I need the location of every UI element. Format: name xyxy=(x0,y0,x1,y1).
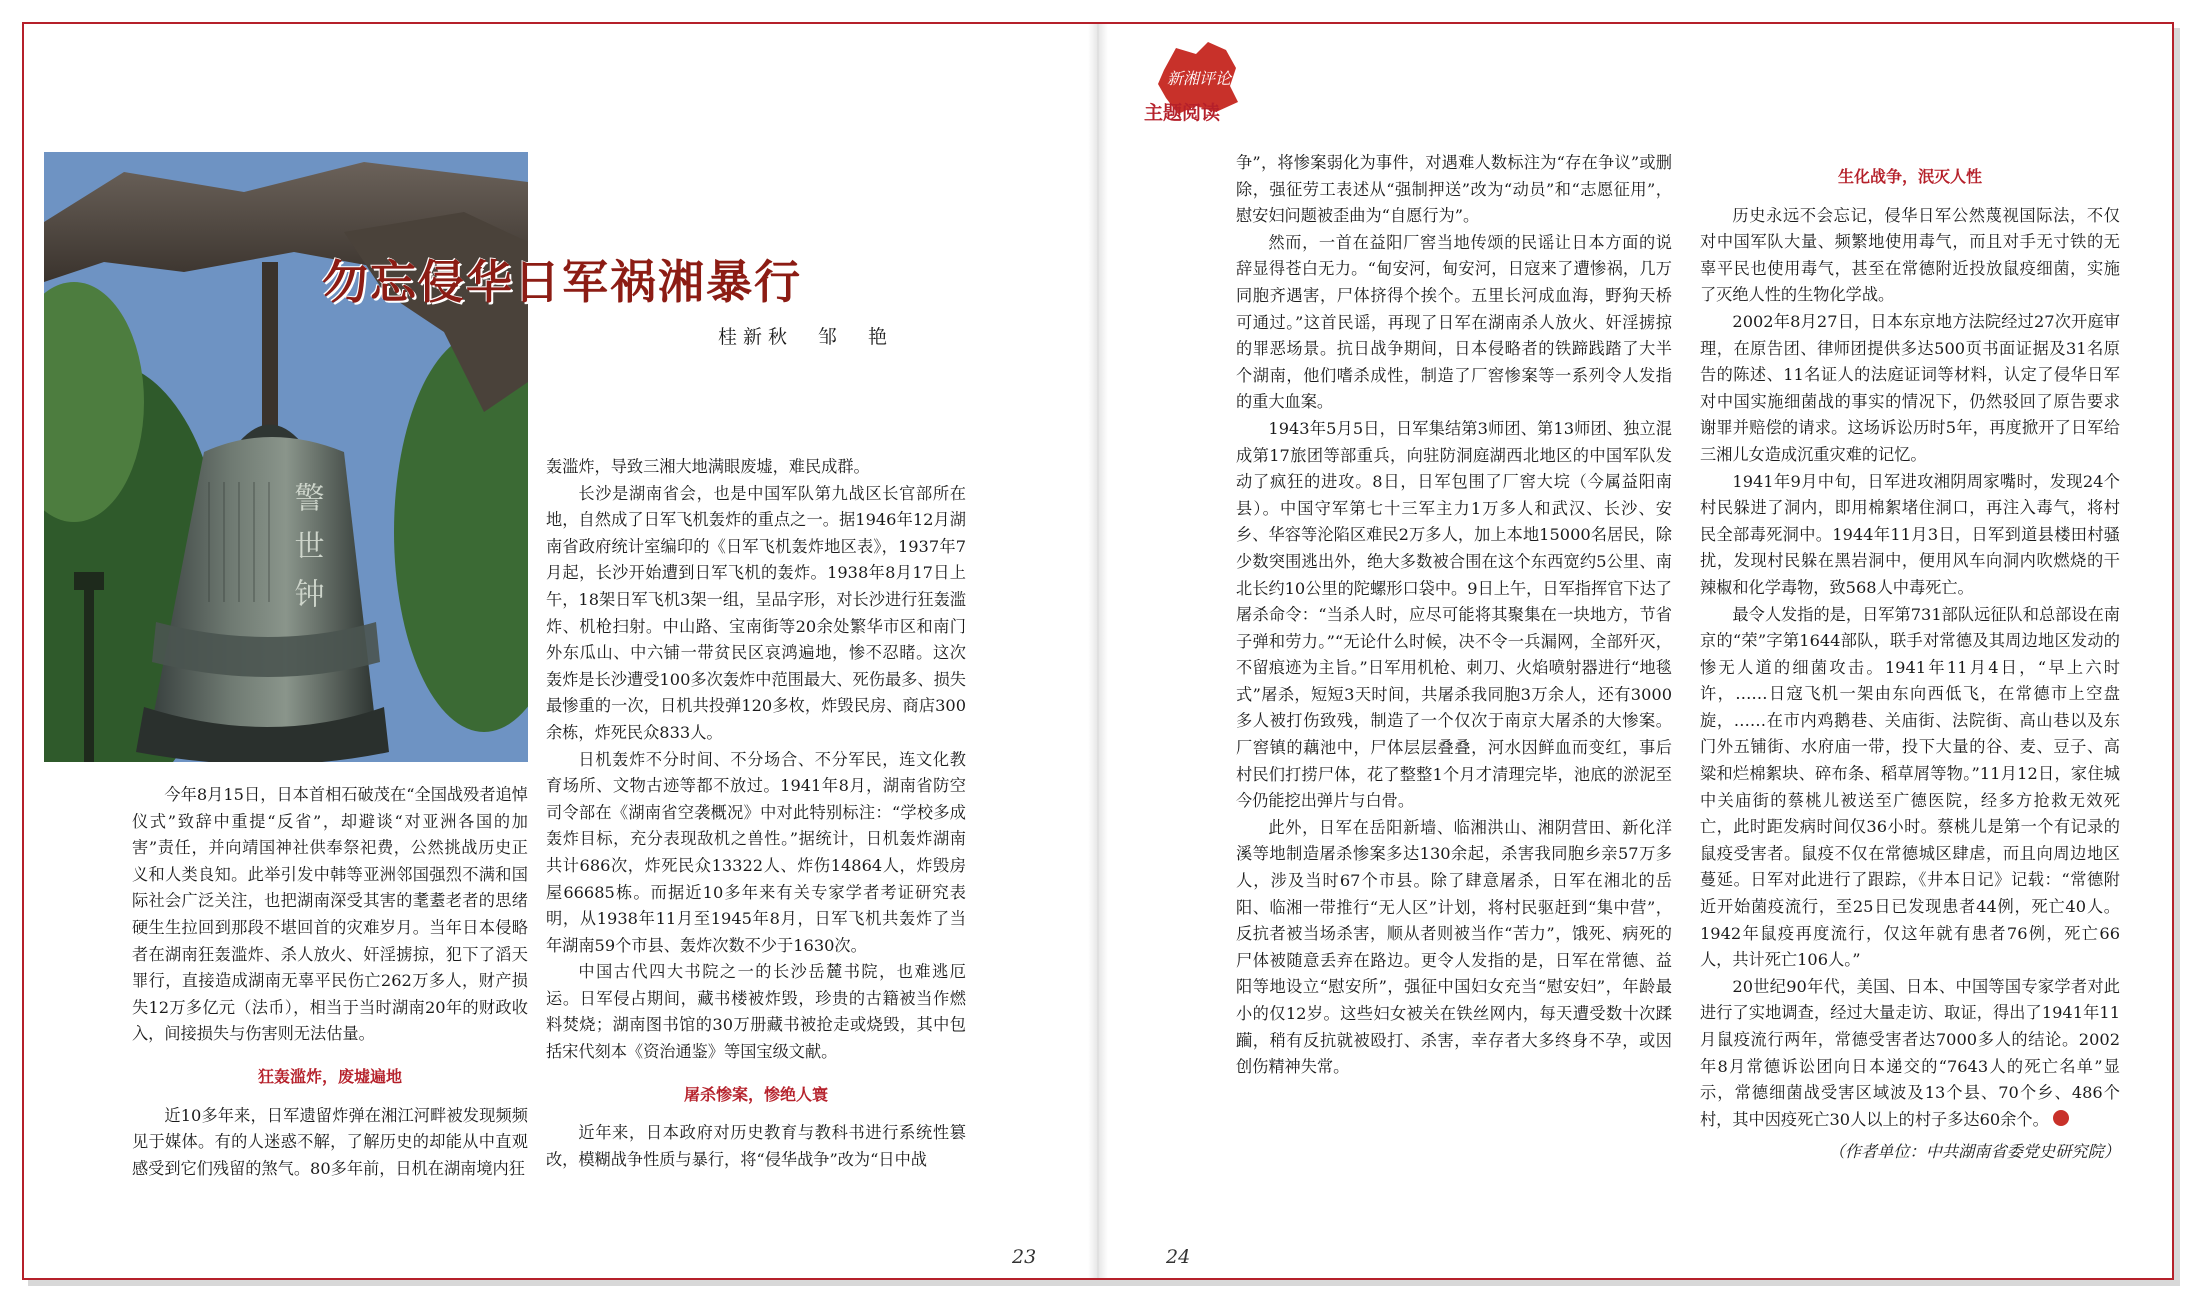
author-affiliation: （作者单位：中共湖南省委党史研究院） xyxy=(1828,1142,2120,1162)
paragraph: 最令人发指的是，日军第731部队远征队和总部设在南京的“荣”字第1644部队，联手对常德及其周边地区发动的惨无人道的细菌攻击。1941年11月4日，“早上六时许，……日寇飞机一架由东向西低飞，在常德市上空盘旋，……在市内鸡鹅巷、关庙街、法院街、高山巷以及东门外五铺街、水府庙一带，投下大量的谷、麦、豆子、高粱和烂棉絮块、碎布条、稻草屑等物。”11月12日，家住城中关庙街的蔡桃儿被送至广德医院，经多方抢救无效死亡，此时距发病时间仅36小时。蔡桃儿是第一个有记录的鼠疫受害者。鼠疫不仅在常德城区肆虐，而且向周边地区蔓延。日军对此进行了跟踪，《井本日记》记载：“常德附近开始菌疫流行，至25日已发现患者44例，死亡40人。1942年鼠疫再度流行，仅这年就有患者76例，死亡66人，共计死亡106人。” xyxy=(1700,604,2120,970)
page-spine xyxy=(1088,24,1108,1278)
paragraph: 近年来，日本政府对历史教育与教科书进行系统性篡改，模糊战争性质与暴行，将“侵华战争”改为“日中战 xyxy=(546,1123,966,1169)
section-tag: 主题阅读 xyxy=(1144,102,1221,124)
paragraph: 2002年8月27日，日本东京地方法院经过27次开庭审理，在原告团、律师团提供多达500页书面证据及31名原告的陈述、11名证人的法庭证词等材料，认定了侵华日军对中国实施细菌战的事实的情况下，仍然驳回了原告要求谢罪并赔偿的请求。这场诉讼历时5年，再度掀开了日军给三湘儿女造成沉重灾难的记忆。 xyxy=(1700,311,2120,464)
paragraph-text: 20世纪90年代，美国、日本、中国等国专家学者对此进行了实地调查，经过大量走访、取证，得出了1941年11月鼠疫流行两年，常德受害者达7000多人的结论。2002年8月常德诉讼团向日本递交的“7643人的死亡名单”显示，常德细菌战受害区域波及13个县、70个乡、486个村，其中因疫死亡30人以上的村子多达60余个。 xyxy=(1700,976,2120,1129)
paragraph: 轰滥炸，导致三湘大地满眼废墟，难民成群。 xyxy=(546,457,870,476)
paragraph: 中国古代四大书院之一的长沙岳麓书院，也难逃厄运。日军侵占期间，藏书楼被炸毁，珍贵的古籍被当作燃料焚烧；湖南图书馆的30万册藏书被抢走或烧毁，其中包括宋代刻本《资治通鉴》等国宝级文献。 xyxy=(546,962,966,1062)
bell-inscription: 警世钟 xyxy=(288,482,324,626)
column-1 xyxy=(132,782,528,1182)
paragraph: 历史永远不会忘记，侵华日军公然蔑视国际法，不仅对中国军队大量、频繁地使用毒气，而且对手无寸铁的无辜平民也使用毒气，甚至在常德附近投放鼠疫细菌，实施了灭绝人性的生物化学战。 xyxy=(1700,205,2120,305)
section-heading: 狂轰滥炸，废墟遍地 xyxy=(257,1066,402,1086)
paragraph: 此外，日军在岳阳新墙、临湘洪山、湘阴营田、新化洋溪等地制造屠杀惨案多达130余起，杀害我同胞乡亲57万多人，涉及当时67个市县。除了肆意屠杀，日军在湘北的岳阳、临湘一带推行“无人区”计划，将村民驱赶到“集中营”，反抗者被当场杀害，顺从者则被当作“苦力”，饿死、病死的尸体被随意丢弃在路边。更令人发指的是，日军在常德、益阳等地设立“慰安所”，强征中国妇女充当“慰安妇”，年龄最小的仅12岁。这些妇女被关在铁丝网内，每天遭受数十次蹂躏，稍有反抗就被殴打、杀害，幸存者大多终身不孕，或因创伤精神失常。 xyxy=(1236,817,1672,1077)
paragraph: 近10多年来，日军遗留炸弹在湘江河畔被发现频频见于媒体。有的人迷惑不解，了解历史的却能从中直观感受到它们残留的煞气。80多年前，日机在湖南境内狂 xyxy=(132,1105,528,1178)
article-title: 勿忘侵华日军祸湘暴行 xyxy=(322,255,802,309)
column-4 xyxy=(1700,164,2120,1166)
bell-illustration xyxy=(44,152,528,762)
paragraph: 今年8月15日，日本首相石破茂在“全国战殁者追悼仪式”致辞中重提“反省”，却避谈“对亚洲各国的加害”责任，并向靖国神社供奉祭祀费，公然挑战历史正义和人类良知。此举引发中韩等亚洲邻国强烈不满和国际社会广泛关注，也把湖南深受其害的耄耋老者的思绪硬生生拉回到那段不堪回首的灾难岁月。当年日本侵略者在湖南狂轰滥炸、杀人放火、奸淫掳掠，犯下了滔天罪行，直接造成湖南无辜平民伤亡262万多人，财产损失12万多亿元（法币），相当于当时湖南20年的财政收入，间接损失与伤害则无法估量。 xyxy=(132,785,528,1044)
article-byline: 桂新秋 邹 艳 xyxy=(718,326,894,348)
section-heading: 生化战争，泯灭人性 xyxy=(1837,167,1982,186)
paragraph: 日机轰炸不分时间、不分场合、不分军民，连文化教育场所、文物古迹等都不放过。1941年8月，湖南省防空司令部在《湖南省空袭概况》中对此特别标注：“学校多成轰炸目标，充分表现敌机之兽性。”据统计，日机轰炸湖南共计686次，炸死民众13322人、炸伤14864人，炸毁房屋66685栋。而据近10多年来有关专家学者考证研究表明，从1938年11月至1945年8月，日军飞机共轰炸了当年湖南59个市县、轰炸次数不少于1630次。 xyxy=(546,749,966,955)
paragraph: 然而，一首在益阳厂窖当地传颂的民谣让日本方面的说辞显得苍白无力。“甸安河，甸安河，日寇来了遭惨祸，几万同胞齐遇害，尸体挤得个挨个。五里长河成血海，野狗天桥可通过。”这首民谣，再现了日军在湖南杀人放火、奸淫掳掠的罪恶场景。抗日战争期间，日本侵略者的铁蹄践踏了大半个湖南，他们嗜杀成性，制造了厂窖惨案等一系列令人发指的重大血案。 xyxy=(1236,232,1672,412)
column-2 xyxy=(546,454,966,1173)
paragraph: 长沙是湖南省会，也是中国军队第九战区长官部所在地，自然成了日军飞机轰炸的重点之一。据1946年12月湖南省政府统计室编印的《日军飞机轰炸地区表》，1937年7月起，长沙开始遭到日军飞机的轰炸。1938年8月17日上午，18架日军飞机3架一组，呈品字形，对长沙进行狂轰滥炸、机枪扫射。中山路、宝南街等20余处繁华市区和南门外东瓜山、中六铺一带贫民区哀鸿遍地，惨不忍睹。这次轰炸是长沙遭受100多次轰炸中范围最大、死伤最多、损失最惨重的一次，日机共投弹120多枚，炸毁民房、商店300余栋，炸死民众833人。 xyxy=(546,483,966,742)
logo-text: 新湘评论 xyxy=(1166,69,1232,88)
paragraph: 1941年9月中旬，日军进攻湘阴周家嘴时，发现24个村民躲进了洞内，即用棉絮堵住洞口，再注入毒气，将村民全部毒死洞中。1944年11月3日，日军到道县楼田村骚扰，发现村民躲在黑岩洞中，便用风车向洞内吹燃烧的干辣椒和化学毒物，致568人中毒死亡。 xyxy=(1700,471,2120,597)
section-heading: 屠杀惨案，惨绝人寰 xyxy=(683,1084,828,1104)
paragraph: 1943年5月5日，日军集结第3师团、第13师团、独立混成第17旅团等部重兵，向驻防洞庭湖西北地区的中国军队发动了疯狂的进攻。8日，日军包围了厂窖大垸（今属益阳南县）。中国守军第七十三军主力1万多人和武汉、长沙、安乡、华容等沦陷区难民2万多人，加上本地15000名居民，除少数突围逃出外，绝大多数被合围在这个东西宽约5公里、南北长约10公里的陀螺形口袋中。9日上午，日军指挥官下达了屠杀命令：“当杀人时，应尽可能将其聚集在一块地方，节省子弹和劳力。”“无论什么时候，决不令一兵漏网，全部歼灭，不留痕迹为主旨。”日军用机枪、刺刀、火焰喷射器进行“地毯式”屠杀，短短3天时间，共屠杀我同胞3万余人，还有3000多人被打伤致残，制造了一个仅次于南京大屠杀的大惨案。厂窖镇的藕池中，尸体层层叠叠，河水因鲜血而变红，事后村民们打捞尸体，花了整整1个月才清理完毕，池底的淤泥至今仍能挖出弹片与白骨。 xyxy=(1236,418,1672,811)
paragraph xyxy=(1700,974,2120,1134)
column-3 xyxy=(1236,150,1672,1081)
paragraph: 争”，将惨案弱化为事件，对遇难人数标注为“存在争议”或删除，强征劳工表述从“强制押送”改为“动员”和“志愿征用”，慰安妇问题被歪曲为“自愿行为”。 xyxy=(1236,153,1672,226)
page-number-left: 23 xyxy=(1012,1246,1037,1268)
end-mark-icon xyxy=(2053,1110,2069,1126)
page-number-right: 24 xyxy=(1166,1246,1191,1268)
bell-photo xyxy=(44,152,528,762)
